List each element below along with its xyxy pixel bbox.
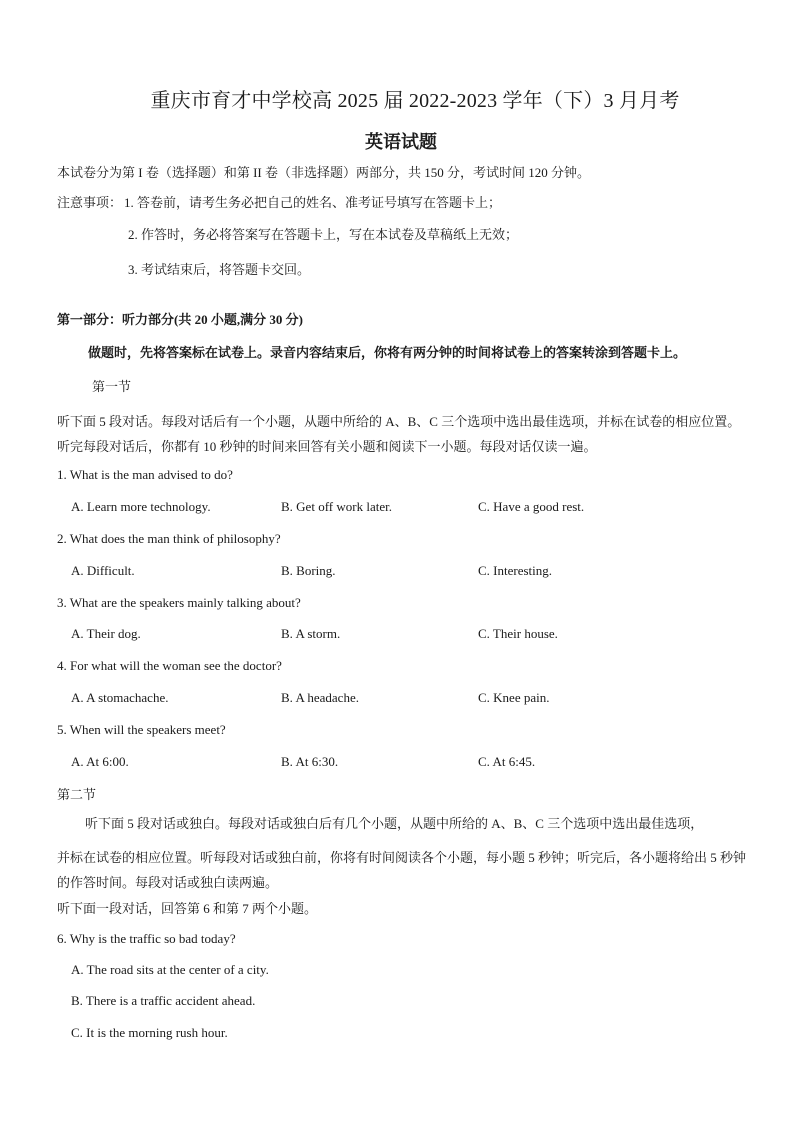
note-item: 1. 答卷前，请考生务必把自己的姓名、准考证号填写在答题卡上； [124, 195, 502, 210]
option-b: B. There is a traffic accident ahead. [71, 993, 256, 1008]
section2-directions-line1: 听下面 5 段对话或独白。每段对话或独白后有几个小题，从题中所给的 A、B、C 三个选项中选出最佳选项， [85, 816, 704, 831]
option-b: B. At 6:30. [281, 754, 339, 769]
question-stem: 1. What is the man advised to do? [57, 467, 233, 482]
section1-directions: 听下面 5 段对话。每段对话后有一个小题，从题中所给的 A、B、C 三个选项中选出最佳选项，并标在试卷的相应位置。听完每段对话后，你都有 10 秒钟的时间来回答有关小题和阅读下一小题。每段对话仅读一遍。 [57, 414, 741, 454]
section1-label: 第一节 [92, 379, 132, 394]
section2-directions: 并标在试卷的相应位置。听每段对话或独白前，你将有时间阅读各个小题，每小题 5 秒钟；听完后，各小题将给出 5 秒钟的作答时间。每段对话或独白读两遍。 [57, 850, 747, 890]
option-a: A. The road sits at the center of a city. [71, 962, 269, 977]
note-item: 3. 考试结束后，将答题卡交回。 [128, 262, 311, 277]
option-c: C. Their house. [478, 626, 558, 641]
question-stem: 5. When will the speakers meet? [57, 722, 226, 737]
option-a: A. At 6:00. [71, 754, 129, 769]
option-b: B. A headache. [281, 690, 359, 705]
question-stem: 6. Why is the traffic so bad today? [57, 931, 236, 946]
option-b: B. Boring. [281, 563, 336, 578]
question-stem: 2. What does the man think of philosophy? [57, 531, 281, 546]
part1-instruction: 做题时，先将答案标在试卷上。录音内容结束后，你将有两分钟的时间将试卷上的答案转涂到答题卡上。 [88, 345, 687, 360]
option-a: A. Difficult. [71, 563, 135, 578]
option-c: C. Have a good rest. [478, 499, 585, 514]
option-c: C. Knee pain. [478, 690, 550, 705]
option-a: A. Learn more technology. [71, 499, 211, 514]
question-stem: 3. What are the speakers mainly talking about? [57, 595, 301, 610]
option-c: C. Interesting. [478, 563, 553, 578]
section2-label: 第二节 [57, 787, 97, 802]
option-b: B. A storm. [281, 626, 341, 641]
part1-heading: 第一部分：听力部分(共 20 小题,满分 30 分) [57, 312, 303, 327]
section2-instruction: 听下面一段对话，回答第 6 和第 7 两个小题。 [57, 901, 318, 916]
option-a: A. A stomachache. [71, 690, 169, 705]
note-item: 2. 作答时，务必将答案写在答题卡上，写在本试卷及草稿纸上无效； [128, 227, 519, 242]
option-c: C. At 6:45. [478, 754, 536, 769]
page-subtitle: 英语试题 [365, 132, 437, 152]
option-a: A. Their dog. [71, 626, 141, 641]
question-stem: 4. For what will the woman see the doctor? [57, 658, 282, 673]
notes-label: 注意事项： [57, 195, 123, 210]
option-c: C. It is the morning rush hour. [71, 1025, 228, 1040]
exam-intro: 本试卷分为第 I 卷（选择题）和第 II 卷（非选择题）两部分，共 150 分，考试时间 120 分钟。 [57, 165, 590, 180]
option-b: B. Get off work later. [281, 499, 392, 514]
page-title: 重庆市育才中学校高 2025 届 2022-2023 学年（下）3 月月考 [150, 90, 680, 112]
